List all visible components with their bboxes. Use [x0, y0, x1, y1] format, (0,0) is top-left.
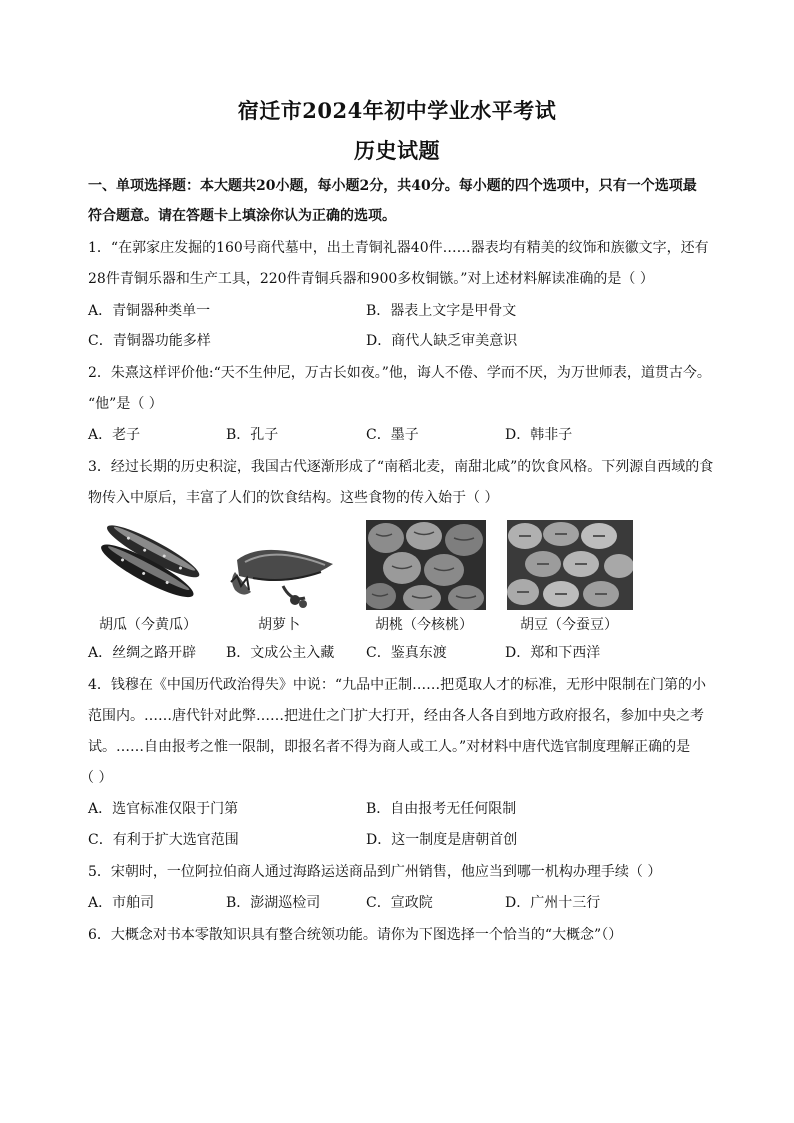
q1-option-b: B．器表上文字是甲骨文: [366, 303, 517, 319]
q3-option-d: D．郑和下西洋: [505, 645, 601, 661]
section-instruction-line1: 一、单项选择题：本大题共20小题，每小题2分，共40分。每小题的四个选项中，只有一个选项最: [88, 178, 697, 194]
q4-stem-line1: 4．钱穆在《中国历代政治得失》中说：“九品中正制……把觅取人才的标准，无形中限制在门第的小: [88, 677, 707, 693]
q4-stem-line2: 范围内。……唐代针对此弊……把进仕之门扩大打开，经由各人各自到地方政府报名，参加中央之考: [88, 708, 704, 724]
q2-stem-line2: “他”是（ ）: [88, 396, 163, 412]
q4-option-c: C．有利于扩大选官范围: [88, 832, 239, 848]
q2-option-a: A．老子: [88, 427, 141, 443]
q5-option-d: D．广州十三行: [505, 895, 601, 911]
broad-bean-image: [507, 520, 633, 610]
q3-option-a: A．丝绸之路开辟: [88, 645, 197, 661]
q4-stem-line4: （ ）: [80, 770, 113, 786]
caption-walnut: 胡桃（今核桃）: [375, 617, 473, 633]
q3-stem-line2: 物传入中原后，丰富了人们的饮食结构。这些食物的传入始于（ ）: [88, 490, 499, 506]
carrot-image: [225, 520, 345, 610]
q2-option-c: C．墨子: [366, 427, 419, 443]
q4-option-b: B．自由报考无任何限制: [366, 801, 517, 817]
q3-option-c: C．鉴真东渡: [366, 645, 447, 661]
q3-stem-line1: 3．经过长期的历史积淀，我国古代逐渐形成了“南稻北麦，南甜北咸”的饮食风格。下列源自西域的食: [88, 459, 714, 475]
q2-option-b: B．孔子: [226, 427, 279, 443]
exam-title: 宿迁市2024年初中学业水平考试: [237, 98, 557, 123]
walnut-image: [366, 520, 486, 610]
q6-stem-line1: 6．大概念对书本零散知识具有整合统领功能。请你为下图选择一个恰当的“大概念”（）: [88, 927, 623, 943]
q4-option-a: A．选官标准仅限于门第: [88, 801, 239, 817]
q5-option-a: A．市舶司: [88, 895, 155, 911]
q1-stem-line2: 28件青铜乐器和生产工具，220件青铜兵器和900多枚铜镞。”对上述材料解读准确的是（ ）: [88, 271, 654, 287]
q1-option-c: C．青铜器功能多样: [88, 333, 211, 349]
q2-option-d: D．韩非子: [505, 427, 573, 443]
q3-option-b: B．文成公主入藏: [226, 645, 335, 661]
caption-cucumber: 胡瓜（今黄瓜）: [99, 617, 197, 633]
q5-option-b: B．澎湖巡检司: [226, 895, 321, 911]
cucumber-image: [88, 520, 206, 610]
exam-subtitle: 历史试题: [354, 138, 440, 163]
section-instruction-line2: 符合题意。请在答题卡上填涂你认为正确的选项。: [88, 208, 396, 224]
q1-option-a: A．青铜器种类单一: [88, 303, 211, 319]
caption-broad-bean: 胡豆（今蚕豆）: [520, 617, 618, 633]
q5-stem-line1: 5．宋朝时，一位阿拉伯商人通过海路运送商品到广州销售，他应当到哪一机构办理手续（ ）: [88, 864, 662, 880]
q4-stem-line3: 试。……自由报考之惟一限制，即报名者不得为商人或工人。”对材料中唐代选官制度理解正确的是: [88, 739, 691, 755]
q5-option-c: C．宣政院: [366, 895, 433, 911]
caption-carrot: 胡萝卜: [258, 617, 300, 633]
q4-option-d: D．这一制度是唐朝首创: [366, 832, 518, 848]
q2-stem-line1: 2．朱熹这样评价他:“天不生仲尼，万古长如夜。”他，诲人不倦、学而不厌，为万世师表，道贯古今。: [88, 365, 711, 381]
q1-option-d: D．商代人缺乏审美意识: [366, 333, 518, 349]
q1-stem-line1: 1．“在郭家庄发掘的160号商代墓中，出土青铜礼器40件……器表均有精美的纹饰和族徽文字，还有: [88, 240, 709, 256]
